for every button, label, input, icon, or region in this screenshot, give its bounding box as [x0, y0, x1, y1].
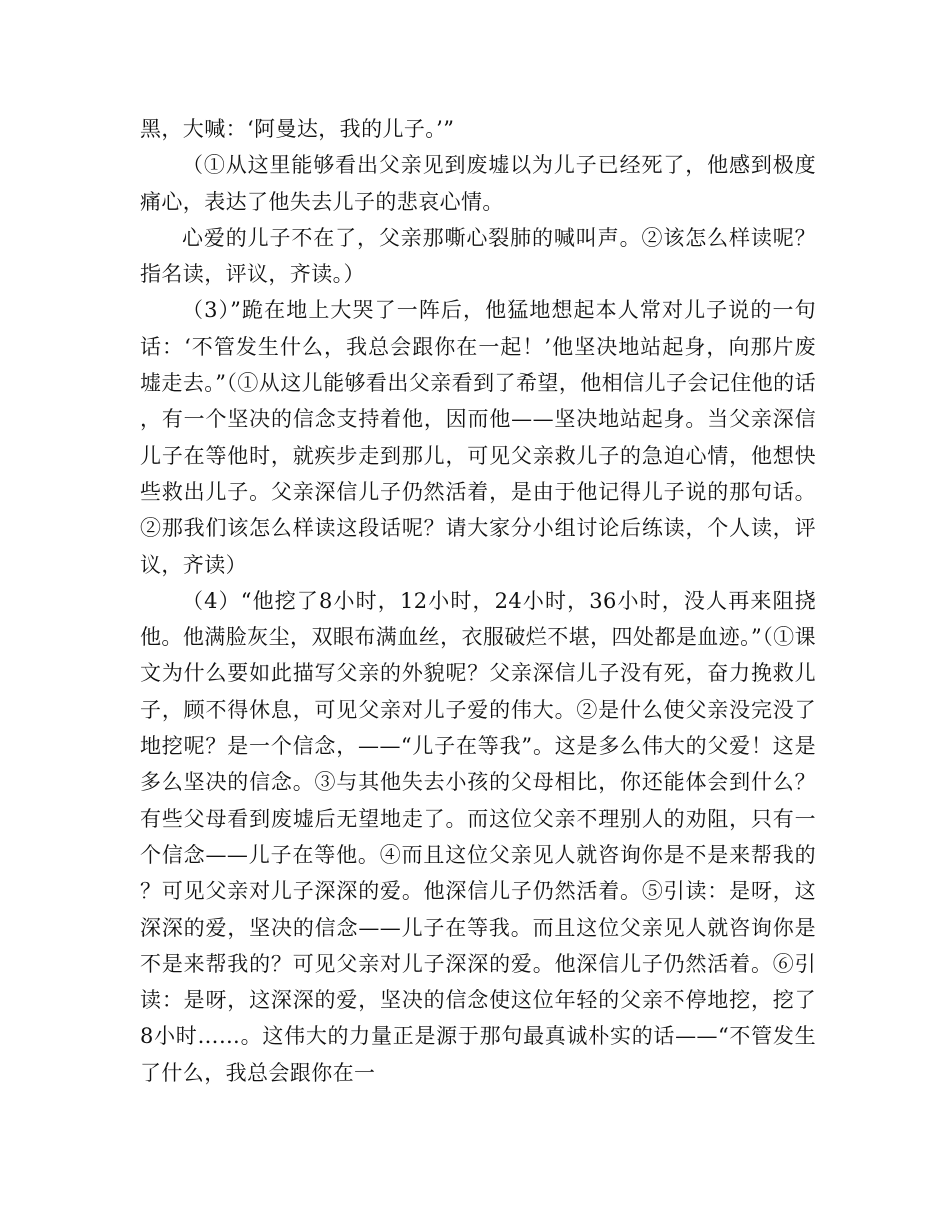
paragraph-1: 黑，大喊：‘阿曼达，我的儿子。’” — [140, 117, 455, 141]
paragraph-3: 心爱的儿子不在了，父亲那嘶心裂肺的喊叫声。②该怎么样读呢？指名读，评议，齐读。） — [140, 225, 816, 287]
paragraph-5: （4）“他挖了8小时，12小时，24小时，36小时，没人再来阻挠他。他满脸灰尘，双眼布满血丝，衣服破烂不堪，四处都是血迹。”（①课文为什么要如此描写父亲的外貌呢？父亲深信儿子没有死，奋力挽救儿子，顾不得休息，可见父亲对儿子爱的伟大。②是什么使父亲没完没了地挖呢？是一个信念，——“儿子在等我”。这是多么伟大的父爱！这是多么坚决的信念。③与其他失去小孩的父母相比，你还能体会到什么？有些父母看到废墟后无望地走了。而这位父亲不理别人的劝阻，只有一个信念——儿子在等他。④而且这位父亲见人就咨询你是不是来帮我的？可见父亲对儿子深深的爱。他深信儿子仍然活着。⑤引读：是呀，这深深的爱，坚决的信念——儿子在等我。而且这位父亲见人就咨询你是不是来帮我的？可见父亲对儿子深深的爱。他深信儿子仍然活着。⑥引读：是呀，这深深的爱，坚决的信念使这位年轻的父亲不停地挖，挖了8小时……。这伟大的力量正是源于那句最真诚朴实的话——“不管发生了什么，我总会跟你在一 — [140, 588, 816, 1085]
document-page — [140, 111, 816, 1091]
paragraph-4: （3）”跪在地上大哭了一阵后，他猛地想起本人常对儿子说的一句话：‘不管发生什么，我总会跟你在一起！’他坚决地站起身，向那片废墟走去。”（①从这儿能够看出父亲看到了希望，他相信儿子会记住他的话，有一个坚决的信念支持着他，因而他——坚决地站起身。当父亲深信儿子在等他时，就疾步走到那儿，可见父亲救儿子的急迫心情，他想快些救出儿子。父亲深信儿子仍然活着，是由于他记得儿子说的那句话。②那我们该怎么样读这段话呢？请大家分小组讨论后练读，个人读，评议，齐读） — [140, 298, 816, 577]
paragraph-2: （①从这里能够看出父亲见到废墟以为儿子已经死了，他感到极度痛心，表达了他失去儿子的悲哀心情。 — [140, 153, 816, 214]
